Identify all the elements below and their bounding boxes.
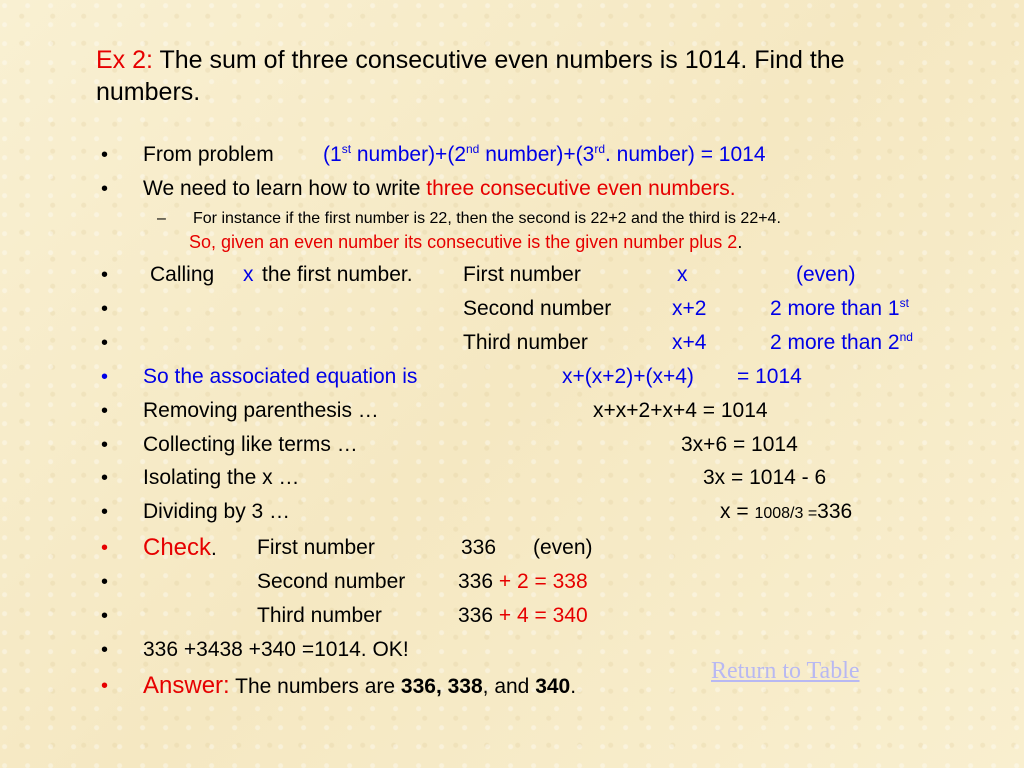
item-text: Calling (150, 263, 215, 286)
check-value-first: 336 (461, 536, 497, 559)
step-equation: x+x+2+x+4 = 1014 (593, 399, 768, 422)
step-label: Removing parenthesis … (143, 399, 379, 422)
step-equation: x = 1008/3 =336 (720, 500, 853, 523)
list-item (0, 565, 1024, 599)
bullet: • (101, 537, 109, 559)
list-item (0, 258, 1024, 292)
check-heading: Check. (143, 534, 217, 561)
check-value-second: 336 + 2 = 338 (458, 570, 588, 593)
list-item (0, 495, 1024, 529)
item-text: the first number. (262, 263, 413, 286)
bullet: • (101, 639, 109, 661)
list-item (0, 326, 1024, 360)
bullet: • (101, 178, 109, 200)
list-item (0, 394, 1024, 428)
bullet: • (101, 605, 109, 627)
step-label: Collecting like terms … (143, 433, 358, 456)
bullet: • (101, 434, 109, 456)
list-item (0, 531, 1024, 565)
list-item (0, 428, 1024, 462)
variable-x: x (243, 263, 254, 286)
equation-text: (1st number)+(2nd number)+(3rd. number) = 1014 (323, 142, 766, 166)
list-item (0, 360, 1024, 394)
list-item (0, 138, 1024, 172)
equation-lhs: x+(x+2)+(x+4) (562, 365, 694, 388)
note-second: 2 more than 1st (770, 296, 909, 320)
bullet: • (101, 144, 109, 166)
bullet: • (101, 467, 109, 489)
example-label: Ex 2: (96, 46, 153, 74)
bullet: • (101, 571, 109, 593)
check-label-third: Third number (257, 604, 382, 627)
check-note-first: (even) (533, 536, 593, 559)
sub-item-text-2: So, given an even number its consecutive is the given number plus 2. (189, 232, 743, 252)
list-item (0, 292, 1024, 326)
label-third: Third number (463, 331, 588, 354)
equation-rhs: = 1014 (737, 365, 802, 388)
list-item (0, 599, 1024, 633)
step-equation: 3x+6 = 1014 (681, 433, 798, 456)
list-item (0, 461, 1024, 495)
bullet: • (101, 400, 109, 422)
bullet: • (101, 501, 109, 523)
note-third: 2 more than 2nd (770, 330, 913, 354)
expr-third: x+4 (672, 331, 707, 354)
problem-statement: The sum of three consecutive even numbers is 1014. Find the numbers. (96, 46, 845, 106)
list-item (0, 669, 1024, 703)
sub-bullet-dash: – (157, 210, 166, 227)
bullet: • (101, 366, 109, 388)
bullet: • (101, 264, 109, 286)
return-to-table-link[interactable]: Return to Table (711, 658, 860, 684)
label-second: Second number (463, 297, 612, 320)
check-value-third: 336 + 4 = 340 (458, 604, 588, 627)
step-label: Dividing by 3 … (143, 500, 291, 523)
sub-item-text: For instance if the first number is 22, then the second is 22+2 and the third is 22+4. (193, 210, 781, 227)
slide-title (96, 44, 936, 108)
bullet: • (101, 332, 109, 354)
step-equation: 3x = 1014 - 6 (703, 466, 827, 489)
list-item (0, 633, 1024, 667)
expr-second: x+2 (672, 297, 707, 320)
expr-first: x (677, 263, 688, 286)
list-item (0, 172, 1024, 206)
step-label: Isolating the x … (143, 466, 300, 489)
check-label-first: First number (257, 536, 375, 559)
bullet: • (101, 298, 109, 320)
label-first: First number (463, 263, 581, 286)
sum-check: 336 +3438 +340 =1014. OK! (143, 638, 409, 661)
item-text: We need to learn how to write three consecutive even numbers. (143, 177, 736, 200)
item-text: So the associated equation is (143, 365, 418, 388)
answer-text: Answer: The numbers are 336, 338, and 340. (143, 672, 577, 699)
note-first: (even) (796, 263, 856, 286)
bullet: • (101, 675, 109, 697)
item-text: From problem (143, 143, 274, 166)
check-label-second: Second number (257, 570, 406, 593)
